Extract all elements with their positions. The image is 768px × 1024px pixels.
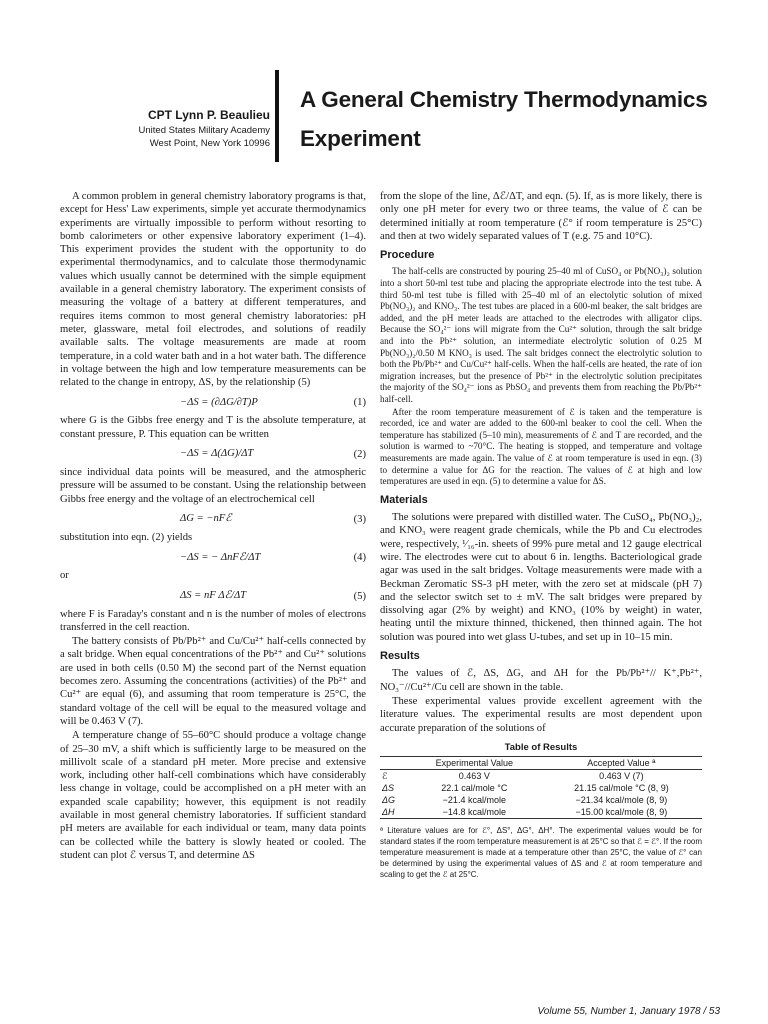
- equation-3: ΔG = −nFℰ (3): [180, 513, 366, 525]
- section-heading-procedure: Procedure: [380, 249, 435, 262]
- cell-accepted: 21.15 cal/mole °C (8, 9): [574, 783, 669, 794]
- cell-accepted: −21.34 kcal/mole (8, 9): [575, 795, 668, 806]
- affiliation-address: West Point, New York 10996: [149, 138, 270, 149]
- paragraph: The half-cells are constructed by pouring 25–40 ml of CuSO₄ or Pb(NO₃)₂ solution into a short 50-ml test tube and placing the appropriate electrode into the test tube. A third 50-ml test tube is filled with 25–40 ml of an electolytic solution of mixed Pb(NO₃)₂ and KNO₃. The test tubes are placed in a 600-ml beaker, the salt bridges are added, and the pH meter leads are attached to the electrodes with alligator clips. Because the SO₄²⁻ ions will migrate from the Cu²⁺ solution, through the salt bridge and into the Pb²⁺ solution, an intermediate electrolytic solution of 0.25 M Pb(NO₃)₂/0.50 M KNO₃ is used. The salt bridges connect the electrolytic solution to both the Pb/Pb²⁺ and Cu/Cu²⁺ half-cells. When the half-cells are heated, the rate of ion migration increases, but the presence of Pb²⁺ in the electrolytic solution precipitates the majority of the SO₄²⁻ ions as PbSO₄ and prevents them from reaching the Pb/Pb²⁺ half-cell.: [380, 266, 702, 405]
- equation-1: −ΔS = (∂ΔG/∂T)P (1): [180, 396, 366, 409]
- left-column: [60, 190, 366, 863]
- paragraph: where G is the Gibbs free energy and T is the absolute temperature, at constant pressure, P. This equation can be written: [60, 415, 366, 440]
- table-header-accepted: Accepted Value ª: [587, 758, 656, 769]
- right-column: [380, 190, 702, 880]
- equation-2: −ΔS = Δ(ΔG)/ΔT (2): [180, 448, 366, 461]
- paragraph: from the slope of the line, Δℰ/ΔT, and eqn. (5). If, as is more likely, there is only one pH meter for every two or three teams, the value of ℰ can be determined initially at room temperature (ℰ° if room temperature is 25°C) and then at two widely separated values of T (e.g. 75 and 10°C).: [380, 191, 702, 242]
- paragraph: where F is Faraday's constant and n is the number of moles of electrons transferred in the cell reaction.: [60, 608, 366, 633]
- table-row: [380, 770, 702, 783]
- cell-experimental: −14.8 kcal/mole: [442, 807, 506, 818]
- cell-experimental: −21.4 kcal/mole: [442, 795, 506, 806]
- cell-symbol: ΔG: [382, 795, 396, 806]
- table-row: [380, 806, 702, 819]
- paragraph: substitution into eqn. (2) yields: [60, 531, 193, 543]
- author-block: [96, 106, 270, 150]
- paragraph: The solutions were prepared with distilled water. The CuSO₄, Pb(NO₃)₂, and KNO₃ were reagent grade chemicals, while the Pb and Cu electrodes were, respectively, ¹⁄₁₆-in. sheets of 99% pure metal and 12 gauge electrical wire. The electrodes were cut to about 6 in. lengths. Bacteriological grade agar was used in the salt bridges. Voltage measurements were made with a Beckman Zeromatic SS-3 pH meter, with the zero set at midscale (pH 7) and the selector switch set to ± mV. The salt bridges were prepared by dissolving agar (2% by weight) and KNO₃ (10% by weight) in water, heating until the mixture thinned, thickened, then thinned again. The hot solution was poured into wet glass U-tubes, and set up in 10–15 min.: [380, 512, 702, 643]
- paragraph: The values of ℰ, ΔS, ΔG, and ΔH for the Pb/Pb²⁺// K⁺,Pb²⁺, NO₃⁻//Cu²⁺/Cu cell are shown in the table.: [380, 668, 702, 693]
- table-caption: Table of Results: [504, 741, 578, 753]
- title-divider: [275, 70, 279, 162]
- results-table: [380, 756, 702, 819]
- table-header-experimental: Experimental Value: [435, 758, 513, 769]
- equation-5: ΔS = nF Δℰ/ΔT (5): [180, 589, 366, 602]
- cell-symbol: ℰ: [382, 771, 388, 782]
- cell-experimental: 22.1 cal/mole °C: [441, 783, 508, 794]
- cell-symbol: ΔH: [382, 807, 395, 818]
- paragraph: After the room temperature measurement of ℰ is taken and the temperature is recorded, ice and water are added to the 600-ml beaker to cool the cell. When the temperature has stabilized (5–10 min), measurements of ℰ and T are recorded, and the solution is warmed to ~70°C. The heating is stopped, and temperature and voltage measurements are made again. The value of ℰ at room temperature is used in eqn. (3) to determine a value for ΔG for the reaction. The values of ℰ at high and low temperatures are used in eqn. (5) to determine a value for ΔS.: [380, 406, 702, 487]
- title-line-2: Experiment: [300, 126, 421, 151]
- cell-accepted: −15.00 kcal/mole (8, 9): [575, 807, 668, 818]
- paragraph: since individual data points will be measured, and the atmospheric pressure will be assumed to be constant. Using the relationship between Gibbs free energy and the voltage of an electrochemical cell: [60, 467, 366, 505]
- paragraph: or: [60, 570, 69, 582]
- table-row: [380, 782, 702, 794]
- table-header-symbol: [380, 757, 408, 770]
- cell-symbol: ΔS: [382, 783, 395, 794]
- title-line-1: A General Chemistry Thermodynamics: [300, 87, 708, 112]
- cell-experimental: 0.463 V: [458, 771, 490, 782]
- paragraph: These experimental values provide excellent agreement with the literature values. The experimental results are most dependent upon accurate preparation of the solutions of: [380, 695, 702, 734]
- paragraph: The battery consists of Pb/Pb²⁺ and Cu/Cu²⁺ half-cells connected by a salt bridge. When equal concentrations of the Pb²⁺ and Cu²⁺ solutions are used in both cells (0.50 M) the second part of the Nernst equation becomes zero. Assuming the concentrations (activities) of the Pb²⁺ and Cu²⁺ are equal (6), and assuming that room temperature is 25°C, the standard voltage of the cell will be equal to the measured voltage and will be 0.463 V (7).: [60, 636, 366, 727]
- section-heading-results: Results: [380, 650, 420, 663]
- section-heading-materials: Materials: [380, 493, 428, 506]
- table-footnote: ª Literature values are for ℰ°, ΔS°, ΔG°, ΔH°. The experimental values would be for standard states if the room temperature measurement is at 25°C so that ℰ = ℰ°. If the room temperature measurement is made at a temperature other than 25°C, the value of ℰ° can be determined by using the experimental values of ΔS and ℰ at room temperature and scaling to get the ℰ at 25°C.: [380, 826, 702, 880]
- paragraph: A common problem in general chemistry laboratory programs is that, except for Hess' Law experiments, simple yet accurate thermodynamics experiments are virtually impossible to perform without resorting to bomb calorimeters or other expensive laboratory experiment (1–4). This experiment provides the student with the opportunity to do experimental thermodynamics, and to calculate those thermodynamic values which usually cannot be determined with the simple equipment available in a general chemistry laboratory. The experiment consists of measuring the voltage of a battery at different temperatures, and requires items common to most general chemistry laboratories: pH meter, glassware, metal foil electrodes, and solutions of readily available salts. The voltage measurements are made at room temperature, in a cold water bath and in a hot water bath. The difference in voltage between the high and low temperature measurements can be related to the change in entropy, ΔS, by the relationship (5): [60, 191, 366, 389]
- article-title: [300, 80, 708, 158]
- page-footer: Volume 55, Number 1, January 1978 / 53: [537, 1006, 720, 1017]
- equation-4: −ΔS = − ΔnFℰ/ΔT (4): [180, 551, 366, 564]
- affiliation: United States Military Academy: [138, 125, 270, 136]
- table-row: [380, 794, 702, 806]
- cell-accepted: 0.463 V (7): [599, 771, 644, 782]
- author-name: CPT Lynn P. Beaulieu: [147, 108, 270, 122]
- paragraph: A temperature change of 55–60°C should produce a voltage change of 25–30 mV, a shift which is sufficiently large to be measured on the millivolt scale of a standard pH meter. More precise and extensive work, including other half-cell combinations which have considerably less change in voltage, could be accomplished on a pH meter with an expanded scale capability; however, this equipment is not readily available in most general chemistry laboratories. If sufficient standard pH meters are available for each individual or team, many data points can be collected while the battery is slowly heated or cooled. The student can plot ℰ versus T, and determine ΔS: [60, 730, 366, 861]
